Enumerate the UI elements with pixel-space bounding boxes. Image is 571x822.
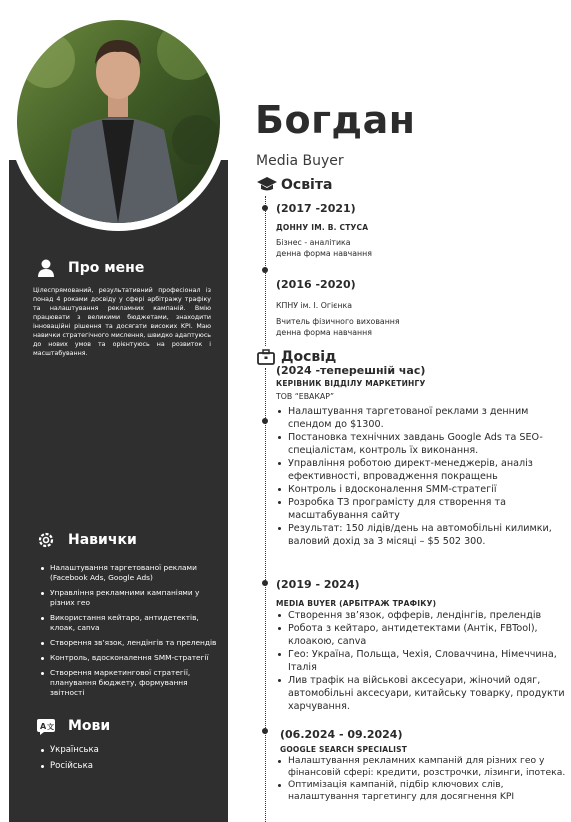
languages-list xyxy=(40,745,218,776)
skill-item: Налаштування таргетованої реклами (Facebook Ads, Google Ads) xyxy=(40,563,218,583)
experience-period: (2019 - 2024) xyxy=(276,578,360,591)
experience-timeline xyxy=(265,368,266,822)
graduation-cap-icon xyxy=(257,176,277,194)
experience-bullet: Постановка технічних завдань Google Ads та SEO-спеціалістам, контроль їх виконання. xyxy=(276,431,566,457)
experience-title: Досвід xyxy=(281,349,337,365)
skill-item: Контроль, вдосконалення SMM-стратегії xyxy=(40,653,218,663)
gear-icon xyxy=(36,530,56,550)
experience-entry xyxy=(276,728,566,803)
svg-text:A: A xyxy=(40,722,47,731)
education-period: (2016 -2020) xyxy=(276,278,356,291)
education-mode: денна форма навчання xyxy=(276,328,372,337)
timeline-dot xyxy=(262,205,268,211)
education-entry xyxy=(276,278,400,338)
experience-bullet: Контроль і вдосконалення SMM-стратегії xyxy=(276,483,566,496)
experience-entry xyxy=(276,578,566,713)
experience-bullet: Розробка ТЗ програмісту для створення та масштабування сайту xyxy=(276,496,566,522)
education-period: (2017 -2021) xyxy=(276,202,356,215)
experience-period: (2024 -теперешній час) xyxy=(276,364,426,377)
experience-bullets xyxy=(276,405,566,548)
education-field: Бізнес - аналітика xyxy=(276,238,351,247)
timeline-dot xyxy=(262,418,268,424)
skill-item: Створення маркетингової стратегії, планування бюджету, формування звітності xyxy=(40,668,218,698)
skills-list xyxy=(40,563,218,703)
briefcase-icon xyxy=(257,348,277,366)
language-item: Російська xyxy=(40,761,218,771)
svg-text:文: 文 xyxy=(47,723,54,731)
skills-heading xyxy=(36,530,137,550)
about-title: Про мене xyxy=(68,260,145,276)
experience-bullet: Налаштування рекламних кампаній для різних гео у фінансовій сфері: кредити, розстрочки, лізинги, іпотека. xyxy=(276,755,566,779)
about-heading xyxy=(36,258,144,278)
education-entry xyxy=(276,202,372,259)
experience-role: КЕРІВНИК ВІДДІЛУ МАРКЕТИНГУ xyxy=(276,379,426,388)
experience-bullet: Створення зв’язок, офферів, лендінгів, прелендів xyxy=(276,609,566,622)
experience-role: MEDIA BUYER (АРБІТРАЖ ТРАФІКУ) xyxy=(276,599,437,608)
skills-title: Навички xyxy=(68,532,137,548)
experience-bullet: Управління роботою директ-менеджерів, аналіз ефективності, впровадження покращень xyxy=(276,457,566,483)
education-field: Вчитель фізичного виховання xyxy=(276,317,400,326)
experience-bullet: Гео: Україна, Польща, Чехія, Словаччина, Німеччина, Італія xyxy=(276,648,566,674)
education-mode: денна форма навчання xyxy=(276,249,372,258)
timeline-dot xyxy=(262,267,268,273)
candidate-role: Media Buyer xyxy=(256,153,344,169)
experience-bullet: Налаштування таргетованої реклами з денним спендом до $1300. xyxy=(276,405,566,431)
experience-bullet: Оптимізація кампаній, підбір ключових слів, налаштування таргетингу для досягнення KPI xyxy=(276,779,566,803)
timeline-dot xyxy=(262,580,268,586)
languages-heading xyxy=(36,716,110,736)
timeline-dot xyxy=(262,728,268,734)
profile-photo xyxy=(17,20,220,223)
experience-bullets xyxy=(276,609,566,713)
skill-item: Управління рекламними кампаніями у різних гео xyxy=(40,588,218,608)
education-institution: КПНУ ім. І. Огієнка xyxy=(276,301,353,310)
experience-bullet: Робота з кейтаро, антидетектами (Антік, FBTool), клоакою, canva xyxy=(276,622,566,648)
skill-item: Використання кейтаро, антидетектів, клоак, canva xyxy=(40,613,218,633)
candidate-name: Богдан xyxy=(255,98,416,142)
translate-icon xyxy=(36,716,56,736)
user-icon xyxy=(36,258,56,278)
skill-item: Створення зв’язок, лендінгів та прелендів xyxy=(40,638,218,648)
languages-title: Мови xyxy=(68,718,111,734)
experience-company: ТОВ “ЕВАКАР” xyxy=(276,392,334,401)
about-text: Цілеспрямований, результативний професіонал із понад 4 роками досвіду у сфері арбітражу трафіку та налаштування рекламних кампаній. Вмію працювати з великими бюджетами, знаходити інноваційні рішення та досягати високих KPI. Маю навички стратегічного мислення, швидко адаптуюсь до нових умов та орієнтуюсь на розвиток і масштабування. xyxy=(33,287,211,357)
experience-period: (06.2024 - 09.2024) xyxy=(280,728,403,741)
education-institution: ДОННУ ІМ. В. СТУСА xyxy=(276,223,369,232)
education-title: Освіта xyxy=(281,177,333,193)
education-heading xyxy=(257,176,332,194)
experience-bullets xyxy=(276,755,566,803)
experience-bullet: Лив трафік на військові аксесуари, жіночий одяг, автомобільні аксесуари, китайську товарку, продукти харчування. xyxy=(276,674,566,713)
experience-entry xyxy=(276,364,566,548)
experience-role: GOOGLE SEARCH SPECIALIST xyxy=(280,745,408,754)
language-item: Українська xyxy=(40,745,218,755)
experience-bullet: Результат: 150 лідів/день на автомобільні килимки, валовий дохід за 3 місяці – $5 502 300. xyxy=(276,522,566,548)
